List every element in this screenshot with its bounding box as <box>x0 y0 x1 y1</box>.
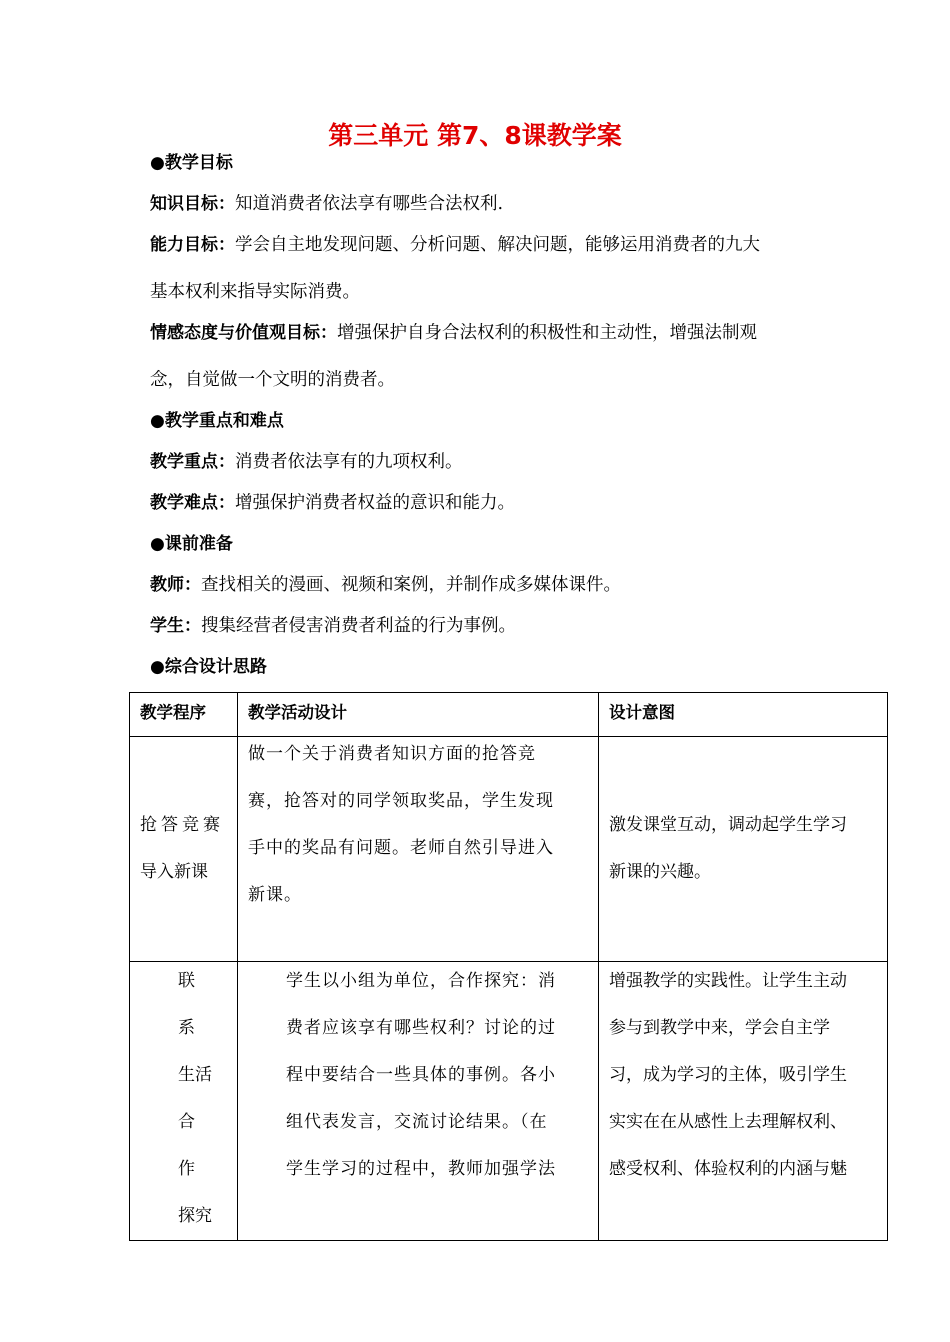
emotion-label: 情感态度与价值观目标： <box>150 323 337 343</box>
design-heading: ●综合设计思路 <box>150 657 267 677</box>
student-prep <box>150 615 516 637</box>
activity-line: 做一个关于消费者知识方面的抢答竞 <box>248 744 536 764</box>
header-intent: 设计意图 <box>599 693 888 737</box>
focus-text: 消费者依法享有的九项权利。 <box>235 452 463 472</box>
difficulty-label: 教学难点： <box>150 493 235 513</box>
teaching-difficulty <box>150 492 515 514</box>
intent-line: 新课的兴趣。 <box>609 862 711 882</box>
objectives-heading: ●教学目标 <box>150 153 233 173</box>
prep-heading: ●课前准备 <box>150 534 233 554</box>
procedure-line: 生活 <box>178 1065 212 1085</box>
knowledge-text: 知道消费者依法享有哪些合法权利. <box>235 194 504 214</box>
difficulty-text: 增强保护消费者权益的意识和能力。 <box>235 493 515 513</box>
intent-line: 习，成为学习的主体，吸引学生 <box>609 1065 847 1085</box>
activity-line: 新课。 <box>248 885 302 905</box>
procedure-line: 合 作 <box>178 1112 201 1179</box>
table-row <box>130 737 888 962</box>
procedure-line: 抢答竞赛 <box>140 815 224 835</box>
procedure-line: 探究 <box>178 1206 212 1226</box>
ability-label: 能力目标： <box>150 235 235 255</box>
intent-line: 激发课堂互动，调动起学生学习 <box>609 815 847 835</box>
emotion-text-1: 增强保护自身合法权利的积极性和主动性，增强法制观 <box>337 323 757 343</box>
emotion-text-2: 念，自觉做一个文明的消费者。 <box>150 370 395 390</box>
header-procedure: 教学程序 <box>130 693 238 737</box>
ability-text-1: 学会自主地发现问题、分析问题、解决问题，能够运用消费者的九大 <box>235 235 760 255</box>
teacher-text: 查找相关的漫画、视频和案例，并制作成多媒体课件。 <box>201 575 621 595</box>
document-title: 第三单元 第7、8课教学案 <box>328 121 622 150</box>
student-label: 学生： <box>150 616 201 636</box>
intent-cell <box>599 962 888 1241</box>
table-row <box>130 962 888 1241</box>
activity-line: 组代表发言，交流讨论结果。（在 <box>286 1112 548 1132</box>
activity-line: 程中要结合一些具体的事例。各小 <box>286 1065 556 1085</box>
procedure-line: 联 系 <box>178 971 201 1038</box>
activity-line: 费者应该享有哪些权利？讨论的过 <box>286 1018 556 1038</box>
emotion-objective <box>150 322 757 344</box>
ability-text-2: 基本权利来指导实际消费。 <box>150 282 360 302</box>
teacher-prep <box>150 574 621 596</box>
teacher-label: 教师： <box>150 575 201 595</box>
procedure-cell <box>130 737 238 962</box>
intent-line: 实实在在从感性上去理解权利、 <box>609 1112 847 1132</box>
student-text: 搜集经营者侵害消费者利益的行为事例。 <box>201 616 516 636</box>
focus-label: 教学重点： <box>150 452 235 472</box>
intent-line: 增强教学的实践性。让学生主动 <box>609 971 847 991</box>
activity-cell <box>238 962 599 1241</box>
header-activity: 教学活动设计 <box>238 693 599 737</box>
table-header-row <box>130 693 888 737</box>
knowledge-objective <box>150 193 503 215</box>
teaching-focus <box>150 451 463 473</box>
focus-heading: ●教学重点和难点 <box>150 411 284 431</box>
activity-line: 学生以小组为单位，合作探究：消 <box>286 971 556 991</box>
activity-line: 学生学习的过程中，教师加强学法 <box>286 1159 556 1179</box>
design-table <box>129 692 888 1241</box>
activity-line: 手中的奖品有问题。老师自然引导进入 <box>248 838 554 858</box>
knowledge-label: 知识目标： <box>150 194 235 214</box>
procedure-cell <box>130 962 238 1241</box>
activity-line: 赛，抢答对的同学领取奖品，学生发现 <box>248 791 554 811</box>
procedure-line: 导入新课 <box>140 862 208 882</box>
activity-cell <box>238 737 599 962</box>
ability-objective <box>150 234 760 256</box>
intent-line: 参与到教学中来，学会自主学 <box>609 1018 830 1038</box>
intent-cell <box>599 737 888 962</box>
intent-line: 感受权利、体验权利的内涵与魅 <box>609 1159 847 1179</box>
